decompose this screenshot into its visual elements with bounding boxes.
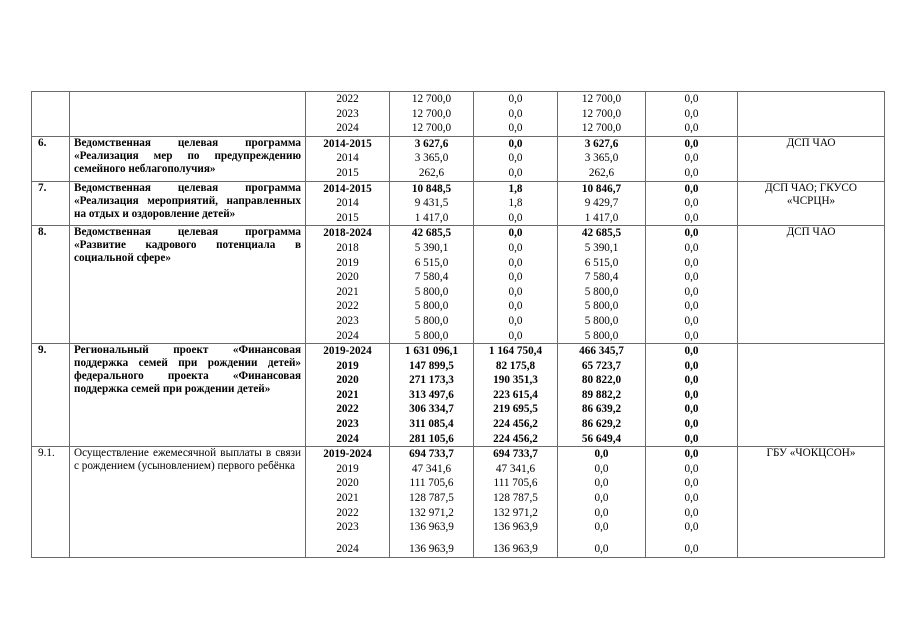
other-cell: 0,0 [684,152,699,165]
other-cell: 0,0 [684,345,699,358]
year-cell: 2020 [336,477,359,490]
regional-cell: 12 700,0 [581,93,622,105]
total-cell: 3 365,0 [414,152,449,165]
federal-column [474,181,558,226]
program-name [70,92,306,137]
total-column [390,447,474,558]
federal-cell: 0,0 [508,227,523,240]
row-number: 9. [32,344,70,447]
row-number: 8. [32,226,70,344]
other-cell: 0,0 [684,448,699,461]
year-cell: 2019 [336,359,359,372]
other-cell: 0,0 [684,521,699,534]
regional-cell: 0,0 [594,448,609,461]
year-cell: 2023 [336,107,359,120]
program-name: Ведомственная целевая программа «Реализация мер по предупреждению семейного неблагополучия» [70,136,306,181]
regional-cell: 0,0 [594,542,609,555]
total-cell: 306 334,7 [409,403,454,416]
year-cell: 2022 [336,300,359,313]
regional-cell: 86 639,2 [581,403,622,416]
other-cell: 0,0 [684,137,699,150]
total-cell: 132 971,2 [409,506,454,519]
other-cell: 0,0 [684,241,699,254]
regional-column [558,226,646,344]
program-name: Ведомственная целевая программа «Развитие кадрового потенциала в социальной сфере» [70,226,306,344]
year-cell: 2014-2015 [323,182,372,195]
other-cell: 0,0 [684,122,699,135]
other-cell: 0,0 [684,182,699,195]
regional-cell: 262,6 [588,166,615,179]
regional-cell: 0,0 [594,506,609,519]
year-cell: 2019 [336,256,359,269]
year-cell: 2019 [336,462,359,475]
other-cell: 0,0 [684,285,699,298]
other-cell: 0,0 [684,197,699,210]
other-cell: 0,0 [684,477,699,490]
responsible-executor: ДСП ЧАО; ГКУСО «ЧСРЦН» [738,181,885,226]
total-cell: 12 700,0 [411,107,452,120]
federal-cell: 1 164 750,4 [488,345,543,358]
responsible-executor: ДСП ЧАО [738,136,885,181]
total-cell: 5 800,0 [414,329,449,342]
year-cell: 2024 [336,542,359,555]
year-cell: 2022 [336,506,359,519]
regional-cell: 10 846,7 [581,182,622,195]
table-row [32,181,885,226]
total-cell: 694 733,7 [409,448,454,461]
regional-cell: 7 580,4 [584,271,619,284]
federal-cell: 1,8 [508,197,523,210]
total-cell: 5 390,1 [414,241,449,254]
years-column [306,226,390,344]
year-cell: 2019-2024 [323,448,372,461]
federal-cell: 111 705,6 [493,477,538,490]
federal-cell: 132 971,2 [493,506,538,519]
regional-cell: 0,0 [594,492,609,505]
federal-column [474,226,558,344]
federal-cell: 224 456,2 [493,418,538,431]
regional-cell: 5 800,0 [584,329,619,342]
year-cell: 2015 [336,211,359,224]
regional-cell: 86 629,2 [581,418,622,431]
total-cell: 12 700,0 [411,122,452,135]
federal-cell: 0,0 [508,329,523,342]
federal-cell: 82 175,8 [495,359,536,372]
year-cell: 2018-2024 [323,227,372,240]
other-column [646,226,738,344]
year-cell: 2020 [336,374,359,387]
responsible-executor [738,92,885,137]
other-column [646,92,738,137]
years-column [306,344,390,447]
total-column [390,92,474,137]
federal-cell: 47 341,6 [495,462,536,475]
total-column [390,136,474,181]
program-name: Ведомственная целевая программа «Реализация мероприятий, направленных на отдых и оздоровление детей» [70,181,306,226]
table-row [32,447,885,558]
federal-cell: 128 787,5 [493,492,538,505]
federal-cell: 0,0 [508,211,523,224]
regional-cell: 12 700,0 [581,107,622,120]
regional-cell: 0,0 [594,521,609,534]
federal-cell: 0,0 [508,93,523,105]
regional-cell: 80 822,0 [581,374,622,387]
regional-cell: 0,0 [594,477,609,490]
year-cell: 2021 [336,492,359,505]
other-cell: 0,0 [684,211,699,224]
year-cell: 2019-2024 [323,345,372,358]
total-cell: 10 848,5 [411,182,452,195]
federal-cell: 0,0 [508,300,523,313]
other-cell: 0,0 [684,314,699,327]
federal-column [474,344,558,447]
responsible-executor: ГБУ «ЧОКЦСОН» [738,447,885,558]
federal-column [474,447,558,558]
federal-cell: 1,8 [508,182,523,195]
year-cell: 2020 [336,271,359,284]
total-cell: 281 105,6 [409,432,454,445]
total-cell: 313 497,6 [409,388,454,401]
federal-cell: 0,0 [508,166,523,179]
total-cell: 5 800,0 [414,300,449,313]
total-cell: 5 800,0 [414,285,449,298]
total-cell: 111 705,6 [409,477,454,490]
regional-cell: 56 649,4 [581,432,622,445]
federal-column [474,92,558,137]
other-cell: 0,0 [684,300,699,313]
total-cell: 1 631 096,1 [404,345,459,358]
responsible-executor: ДСП ЧАО [738,226,885,344]
total-cell: 6 515,0 [414,256,449,269]
row-number: 6. [32,136,70,181]
total-cell: 5 800,0 [414,314,449,327]
program-funding-table [31,91,885,558]
other-cell: 0,0 [684,256,699,269]
total-cell: 42 685,5 [411,227,452,240]
regional-cell: 89 882,2 [581,388,622,401]
other-column [646,447,738,558]
regional-cell: 65 723,7 [581,359,622,372]
years-column [306,181,390,226]
regional-column [558,136,646,181]
total-cell: 147 899,5 [409,359,454,372]
year-cell: 2022 [336,403,359,416]
row-number: 7. [32,181,70,226]
other-cell: 0,0 [684,107,699,120]
other-cell: 0,0 [684,359,699,372]
federal-cell: 0,0 [508,152,523,165]
regional-column [558,181,646,226]
total-column [390,181,474,226]
year-cell: 2024 [336,329,359,342]
regional-column [558,447,646,558]
total-cell: 271 173,3 [409,374,454,387]
other-cell: 0,0 [684,432,699,445]
regional-column [558,344,646,447]
federal-cell: 0,0 [508,107,523,120]
year-cell: 2024 [336,122,359,135]
year-cell: 2023 [336,521,359,534]
regional-cell: 5 800,0 [584,285,619,298]
regional-cell: 0,0 [594,462,609,475]
years-column [306,447,390,558]
year-cell: 2015 [336,166,359,179]
years-column [306,136,390,181]
total-cell: 128 787,5 [409,492,454,505]
program-name: Региональный проект «Финансовая поддержка семей при рождении детей» федерального проекта «Финансовая поддержка семей при рождении детей» [70,344,306,447]
federal-cell: 223 615,4 [493,388,538,401]
federal-column [474,136,558,181]
regional-column [558,92,646,137]
year-cell: 2014 [336,197,359,210]
regional-cell: 1 417,0 [584,211,619,224]
other-cell: 0,0 [684,388,699,401]
other-cell: 0,0 [684,374,699,387]
federal-cell: 0,0 [508,137,523,150]
table-row [32,92,885,137]
year-cell: 2014 [336,152,359,165]
year-cell: 2014-2015 [323,137,372,150]
responsible-executor [738,344,885,447]
total-cell: 12 700,0 [411,93,452,105]
year-cell: 2021 [336,285,359,298]
other-column [646,344,738,447]
regional-cell: 466 345,7 [579,345,624,358]
other-column [646,136,738,181]
other-cell: 0,0 [684,506,699,519]
other-cell: 0,0 [684,492,699,505]
table-row [32,344,885,447]
total-cell: 136 963,9 [409,542,454,555]
year-cell: 2023 [336,314,359,327]
federal-cell: 0,0 [508,241,523,254]
other-cell: 0,0 [684,418,699,431]
regional-cell: 42 685,5 [581,227,622,240]
year-cell: 2024 [336,432,359,445]
federal-cell: 224 456,2 [493,432,538,445]
federal-cell: 136 963,9 [493,542,538,555]
total-cell: 7 580,4 [414,271,449,284]
total-cell: 47 341,6 [411,462,452,475]
regional-cell: 5 800,0 [584,314,619,327]
total-column [390,344,474,447]
program-name: Осуществление ежемесячной выплаты в связи с рождением (усыновлением) первого ребёнка [70,447,306,558]
federal-cell: 694 733,7 [493,448,538,461]
regional-cell: 12 700,0 [581,122,622,135]
regional-cell: 9 429,7 [584,197,619,210]
federal-cell: 190 351,3 [493,374,538,387]
year-cell: 2021 [336,388,359,401]
total-cell: 1 417,0 [414,211,449,224]
regional-cell: 5 800,0 [584,300,619,313]
regional-cell: 3 627,6 [584,137,619,150]
federal-cell: 219 695,5 [493,403,538,416]
table-row [32,136,885,181]
federal-cell: 0,0 [508,122,523,135]
total-cell: 3 627,6 [414,137,449,150]
federal-cell: 0,0 [508,314,523,327]
table-row [32,226,885,344]
other-cell: 0,0 [684,462,699,475]
federal-cell: 0,0 [508,256,523,269]
total-cell: 136 963,9 [409,521,454,534]
other-cell: 0,0 [684,329,699,342]
federal-cell: 0,0 [508,271,523,284]
other-column [646,181,738,226]
year-cell: 2022 [336,93,359,105]
federal-cell: 0,0 [508,285,523,298]
total-column [390,226,474,344]
other-cell: 0,0 [684,403,699,416]
total-cell: 311 085,4 [409,418,454,431]
total-cell: 262,6 [418,166,445,179]
row-number: 9.1. [32,447,70,558]
row-number [32,92,70,137]
other-cell: 0,0 [684,271,699,284]
regional-cell: 3 365,0 [584,152,619,165]
other-cell: 0,0 [684,93,699,105]
year-cell: 2023 [336,418,359,431]
other-cell: 0,0 [684,166,699,179]
regional-cell: 5 390,1 [584,241,619,254]
federal-cell: 136 963,9 [493,521,538,534]
other-cell: 0,0 [684,542,699,555]
total-cell: 9 431,5 [414,197,449,210]
regional-cell: 6 515,0 [584,256,619,269]
years-column [306,92,390,137]
other-cell: 0,0 [684,227,699,240]
year-cell: 2018 [336,241,359,254]
